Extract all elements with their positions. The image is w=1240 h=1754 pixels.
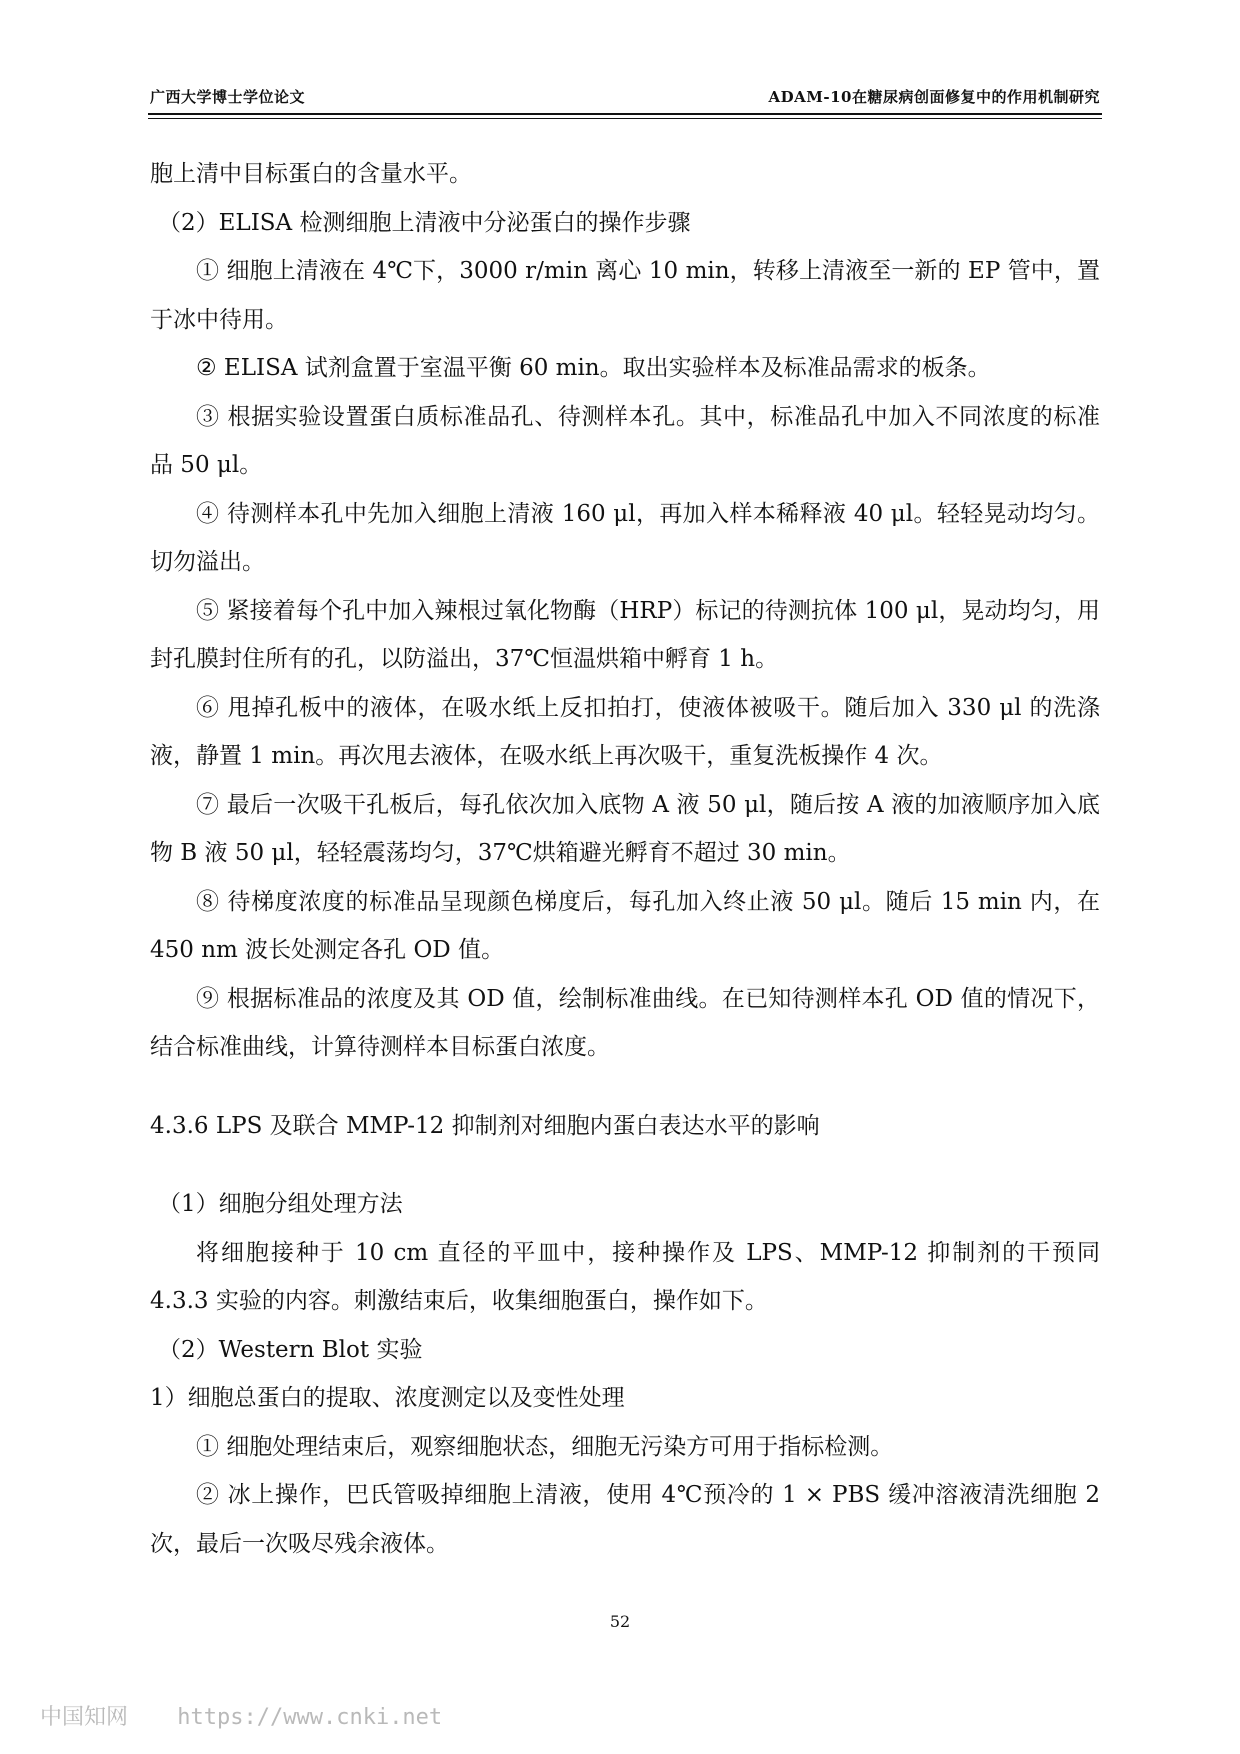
elisa-steps-heading: （2）ELISA 检测细胞上清液中分泌蛋白的操作步骤 [158,209,691,236]
elisa-step-9: ⑨ 根据标准品的浓度及其 OD 值，绘制标准曲线。在已知待测样本孔 OD 值的情况下，结合标准曲线，计算待测样本目标蛋白浓度。 [150,985,1100,1060]
header-rule-thick [148,113,1102,115]
elisa-step-8: ⑧ 待梯度浓度的标准品呈现颜色梯度后，每孔加入终止液 50 μl。随后 15 min 内，在 450 nm 波长处测定各孔 OD 值。 [150,888,1100,963]
header-rule-thin [148,118,1102,119]
paragraph-continuation: 胞上清中目标蛋白的含量水平。 [150,161,472,187]
elisa-step-7: ⑦ 最后一次吸干孔板后，每孔依次加入底物 A 液 50 μl，随后按 A 液的加液顺序加入底物 B 液 50 μl，轻轻震荡均匀，37℃烘箱避光孵育不超过 30 min。 [150,791,1100,866]
elisa-step-2: ② ELISA 试剂盒置于室温平衡 60 min。取出实验样本及标准品需求的板条。 [196,355,991,381]
elisa-step-5: ⑤ 紧接着每个孔中加入辣根过氧化物酶（HRP）标记的待测抗体 100 μl，晃动均匀，用封孔膜封住所有的孔，以防溢出，37℃恒温烘箱中孵育 1 h。 [150,597,1100,672]
body-text [150,150,1100,1568]
watermark-brand: 中国知网 [40,1705,129,1730]
elisa-step-4: ④ 待测样本孔中先加入细胞上清液 160 μl，再加入样本稀释液 40 μl。轻轻晃动均匀。切勿溢出。 [150,500,1100,575]
cnki-watermark [40,1700,442,1731]
protein-step-1: ① 细胞处理结束后，观察细胞状态，细胞无污染方可用于指标检测。 [196,1433,894,1460]
protein-extraction-heading: 1）细胞总蛋白的提取、浓度测定以及变性处理 [150,1385,625,1411]
page-number: 52 [609,1612,631,1631]
header-thesis-title: ADAM-10在糖尿病创面修复中的作用机制研究 [768,88,1100,106]
watermark-url: https://www.cnki.net [177,1705,443,1730]
cell-grouping-paragraph: 将细胞接种于 10 cm 直径的平皿中，接种操作及 LPS、MMP-12 抑制剂的干预同 4.3.3 实验的内容。刺激结束后，收集细胞蛋白，操作如下。 [150,1239,1100,1314]
cell-grouping-heading: （1）细胞分组处理方法 [158,1191,403,1217]
elisa-step-1: ① 细胞上清液在 4℃下，3000 r/min 离心 10 min，转移上清液至一新的 EP 管中，置于冰中待用。 [150,258,1100,333]
section-heading-4-3-6: 4.3.6 LPS 及联合 MMP-12 抑制剂对细胞内蛋白表达水平的影响 [150,1112,820,1139]
elisa-step-6: ⑥ 甩掉孔板中的液体，在吸水纸上反扣拍打，使液体被吸干。随后加入 330 μl 的洗涤液，静置 1 min。再次甩去液体，在吸水纸上再次吸干，重复洗板操作 4 次。 [150,694,1100,769]
protein-step-2: ② 冰上操作，巴氏管吸掉细胞上清液，使用 4℃预冷的 1 × PBS 缓冲溶液清洗细胞 2 次，最后一次吸尽残余液体。 [150,1482,1100,1557]
running-header [150,86,1100,107]
header-university-title: 广西大学博士学位论文 [150,88,306,106]
western-blot-heading: （2）Western Blot 实验 [158,1336,423,1363]
elisa-step-3: ③ 根据实验设置蛋白质标准品孔、待测样本孔。其中，标准品孔中加入不同浓度的标准品 50 μl。 [150,403,1100,478]
